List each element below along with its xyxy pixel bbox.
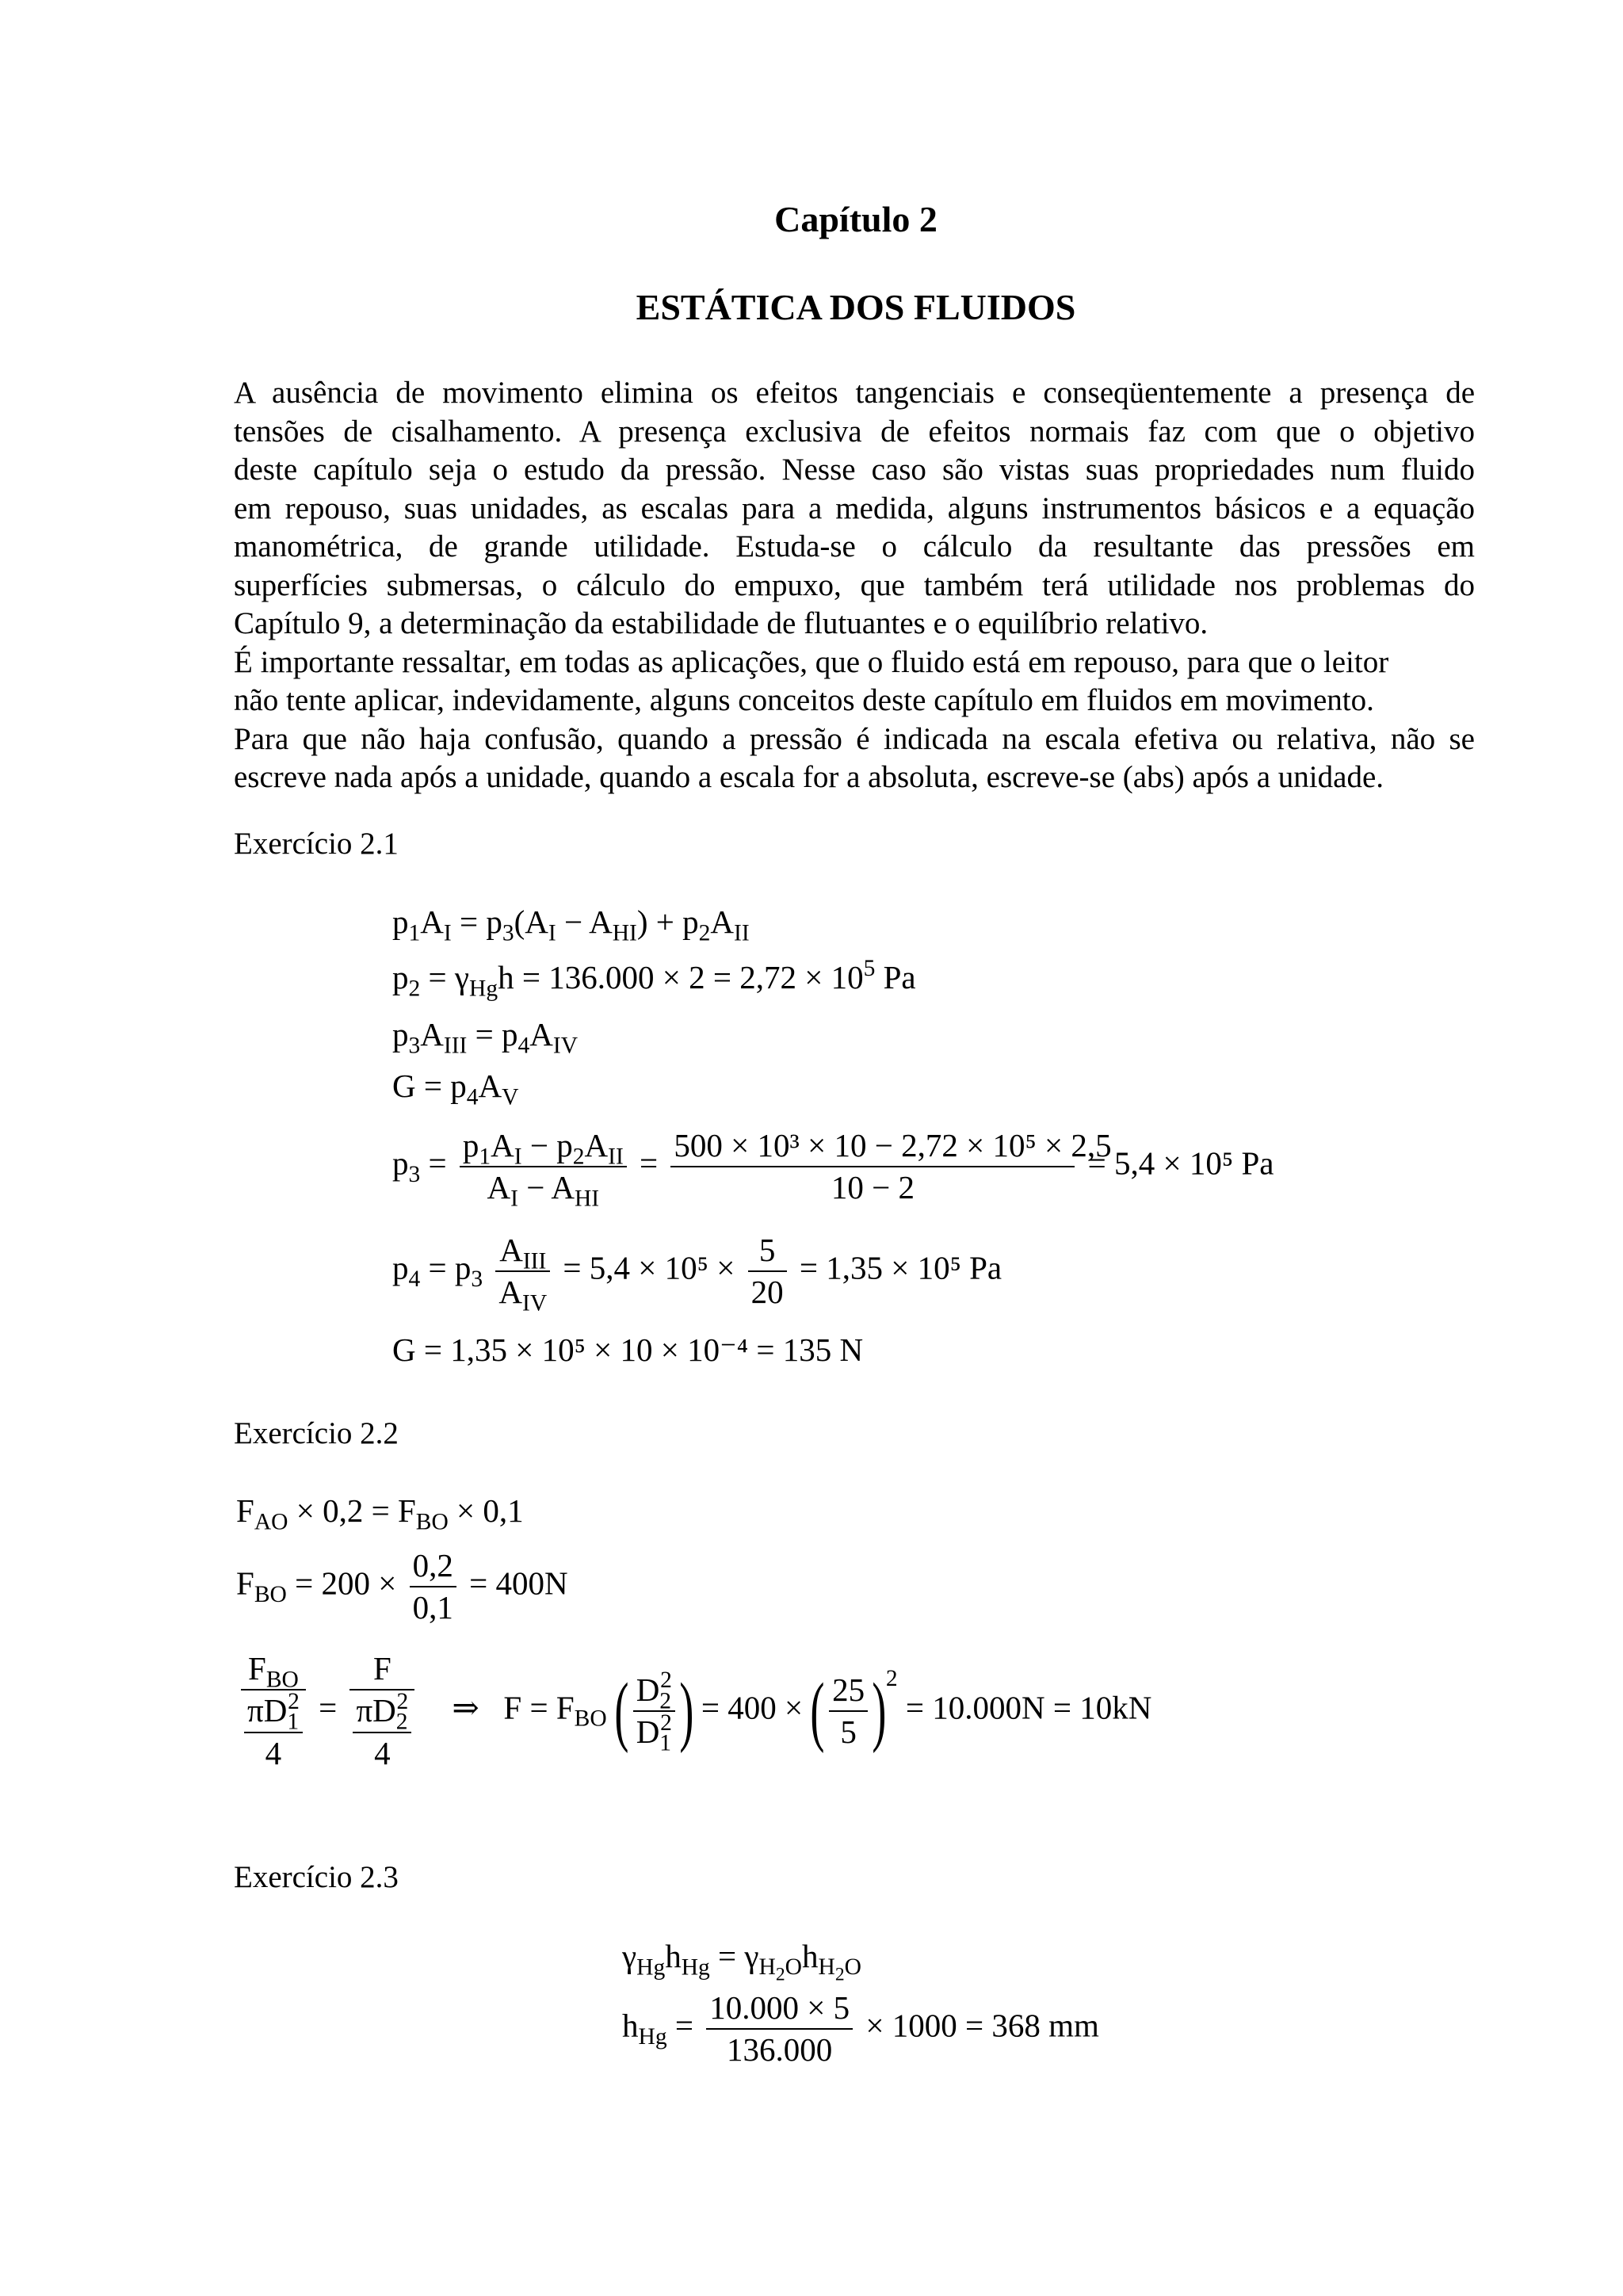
- fraction: $\frac{\pi D_1^2}{4}$: [244, 1690, 303, 1774]
- intro-line: em repouso, suas unidades, as escalas para a medida, alguns instrumentos básicos e a equação: [234, 491, 1475, 525]
- intro-line: não tente aplicar, indevidamente, alguns conceitos deste capítulo em fluidos em movimento.: [234, 683, 1374, 717]
- ex3-eq-balance: $\gamma_{Hg}h_{Hg} = \gamma_{H_2O}h_{H_2O}$: [622, 1938, 861, 1985]
- ex1-eq-force-balance: $p_1A_I = p_3(A_I - A_{HI}) + p_2A_{II}$: [392, 904, 750, 946]
- ex1-eq-p2: $p_2 = \gamma_{Hg}h = 136.000 \times 2 = 2,72 \times 10^5$ Pa: [392, 955, 916, 1002]
- exercise-2-1-label: Exercício 2.1: [234, 827, 399, 861]
- chapter-title: ESTÁTICA DOS FLUIDOS: [636, 287, 1076, 327]
- fraction: $\frac{\pi D_2^2}{4}$: [353, 1690, 411, 1774]
- ex1-eq-p4-result: $p_4 = p_3$ $\frac{A_{III}}{A_{IV}}$ = 5,4 × 10⁵ × $\frac{5}{20}$ = 1,35 × 10⁵ Pa: [392, 1232, 1002, 1316]
- ex1-eq-p3-p4: $p_3A_{III} = p_4A_{IV}$: [392, 1016, 579, 1059]
- fraction: $\frac{F_{BO}}{\frac{\pi D_1^2}{4}}$: [241, 1648, 306, 1774]
- ex2-eq-fbo: $F_{BO} = 200$ × $\frac{0,2}{0,1}$ = 400N: [236, 1545, 568, 1629]
- intro-line: deste capítulo seja o estudo da pressão. Nesse caso são vistas suas propriedades num fluido: [234, 453, 1475, 487]
- fraction: $\frac{A_{III}}{A_{IV}}$: [495, 1230, 550, 1313]
- ex1-eq-g: $G = p_4A_V$: [392, 1068, 519, 1110]
- intro-line: A ausência de movimento elimina os efeitos tangenciais e conseqüentemente a presença de: [234, 376, 1475, 410]
- fraction: $\frac{\text{500 × 10³ × 10 − 2,72 × 10⁵ × 2,5}}{10 - 2}$: [670, 1125, 1075, 1209]
- exercise-2-3-label: Exercício 2.3: [234, 1860, 399, 1894]
- intro-line: É importante ressaltar, em todas as aplicações, que o fluido está em repouso, para que o leitor: [234, 644, 1389, 679]
- ex1-eq-p3-result: $p_3$ = $\frac{p_1A_I - p_2A_{II}}{A_I - A_{HI}}$ = $\frac{\text{500 × 10³ × 10 − 2,72 × 10⁵ × 2,5}}{10 - 2}$ = 5,4 × 10⁵ Pa: [392, 1127, 1274, 1212]
- exercise-2-2-label: Exercício 2.2: [234, 1416, 399, 1450]
- ex2-eq-pascal: $\frac{F_{BO}}{\frac{\pi D_1^2}{4}}$ = $\frac{F}{\frac{\pi D_2^2}{4}}$ ⇒ $F = F_{BO}$ ( $\frac{D_2^2}{D_1^2}$ ) = 400 × ( $\frac{25}{5}$ )$^2$ = 10.000N = 10kN: [236, 1648, 1151, 1774]
- intro-line: superfícies submersas, o cálculo do empuxo, que também terá utilidade nos problemas do: [234, 567, 1475, 602]
- intro-paragraph: [234, 374, 1475, 797]
- ex2-eq-moments: $F_{AO} \times 0,2 = F_{BO} \times 0,1$: [236, 1492, 524, 1535]
- implies-arrow: ⇒: [452, 1689, 479, 1726]
- fraction: $\frac{p_1A_I - p_2A_{II}}{A_I - A_{HI}}$: [460, 1125, 627, 1209]
- intro-line: manométrica, de grande utilidade. Estuda-se o cálculo da resultante das pressões em: [234, 529, 1475, 563]
- fraction: $\frac{5}{20}$: [748, 1230, 787, 1313]
- fraction: $\frac{D_2^2}{D_1^2}$: [633, 1670, 675, 1753]
- chapter-heading: Capítulo 2: [774, 199, 938, 239]
- fraction: $\frac{F}{\frac{\pi D_2^2}{4}}$: [349, 1648, 414, 1774]
- ex1-eq-g-result: G = 1,35 × 10⁵ × 10 × 10⁻⁴ = 135 N: [392, 1331, 864, 1368]
- intro-line: tensões de cisalhamento. A presença exclusiva de efeitos normais faz com que o objetivo: [234, 414, 1475, 449]
- intro-line: Capítulo 9, a determinação da estabilidade de flutuantes e o equilíbrio relativo.: [234, 606, 1209, 640]
- fraction: $\frac{25}{5}$: [829, 1670, 868, 1753]
- intro-line: Para que não haja confusão, quando a pressão é indicada na escala efetiva ou relativa, não se: [234, 721, 1475, 756]
- fraction: $\frac{10.000 \times 5}{136.000}$: [706, 1988, 853, 2071]
- intro-line: escreve nada após a unidade, quando a escala for a absoluta, escreve-se (abs) após a unidade.: [234, 760, 1384, 794]
- ex3-eq-h-result: $h_{Hg}$ = $\frac{10.000 \times 5}{136.000}$ × 1000 = 368 mm: [622, 1988, 1099, 2071]
- fraction: $\frac{0,2}{0,1}$: [410, 1545, 456, 1629]
